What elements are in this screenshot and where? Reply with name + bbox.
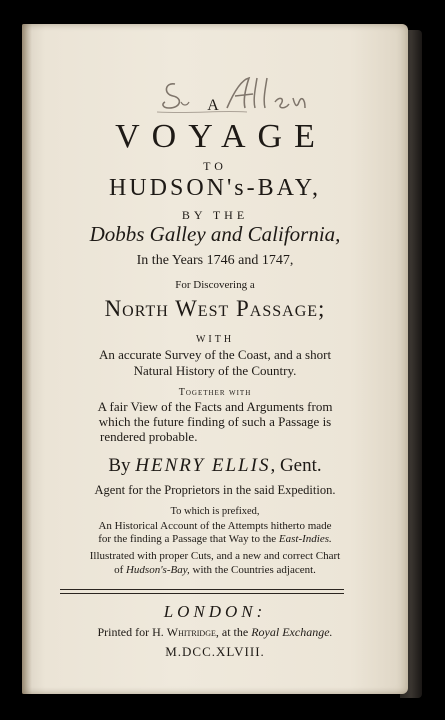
title-page (22, 24, 408, 694)
fair-view-line-1: A fair View of the Facts and Arguments from (97, 399, 333, 414)
author-suffix: , Gent. (270, 455, 322, 476)
title-with: WITH (195, 334, 235, 345)
title-by-the: BY THE (181, 208, 249, 222)
title-for-discovering: For Discovering a (175, 279, 255, 291)
author-name: HENRY ELLIS (135, 455, 271, 476)
title-years: In the Years 1746 and 1747, (136, 253, 294, 268)
illustrated-line-2-italic: Hudson's-Bay, (125, 564, 190, 576)
imprint-printer (22, 625, 408, 640)
author-by: By (108, 455, 131, 476)
historical-line-1: An Historical Account of the Attempts hitherto made (98, 520, 332, 532)
printer-name: Whitridge (166, 625, 216, 639)
title-voyage: VOYAGE (115, 118, 327, 155)
imprint-date: M.DCC.XLVIII. (165, 644, 265, 659)
printer-place: Royal Exchange. (251, 625, 333, 639)
printed-at: , at the (215, 625, 252, 639)
illustrated-line-2 (22, 564, 408, 576)
title-ships: Dobbs Galley and California, (89, 222, 341, 246)
spine-shadow (22, 24, 32, 694)
illustrated-line-2-pre: of (114, 564, 126, 576)
survey-line-1: An accurate Survey of the Coast, and a short (98, 347, 332, 362)
title-hudsons-bay: HUDSON's-BAY, (108, 175, 322, 201)
prefixed-line: To which is prefixed, (170, 506, 260, 517)
fair-view-line-2: which the future finding of such a Passage is (98, 414, 332, 429)
illustrated-line-1: Illustrated with proper Cuts, and a new and correct Chart (89, 550, 341, 562)
title-article: A (207, 97, 223, 114)
historical-line-2-text: for the finding a Passage that Way to the (98, 533, 279, 545)
illustrated-line-2-text: with the Countries adjacent. (189, 564, 316, 576)
historical-line-2-italic: East-Indies. (278, 533, 332, 545)
imprint-city: LONDON: (163, 602, 267, 621)
double-rule-top (60, 589, 344, 590)
survey-line-2: Natural History of the Country. (133, 363, 297, 378)
title-north-west-passage: North West Passage; (104, 296, 326, 321)
title-to: TO (203, 159, 227, 173)
historical-line-2 (22, 533, 408, 545)
fair-view-line-3: rendered probable. (100, 429, 198, 444)
printed-for: Printed for H. (97, 625, 167, 639)
author-line (22, 455, 408, 477)
agent-line: Agent for the Proprietors in the said Expedition. (94, 483, 336, 497)
together-with: Together with (178, 387, 252, 398)
double-rule-bottom (60, 593, 344, 594)
